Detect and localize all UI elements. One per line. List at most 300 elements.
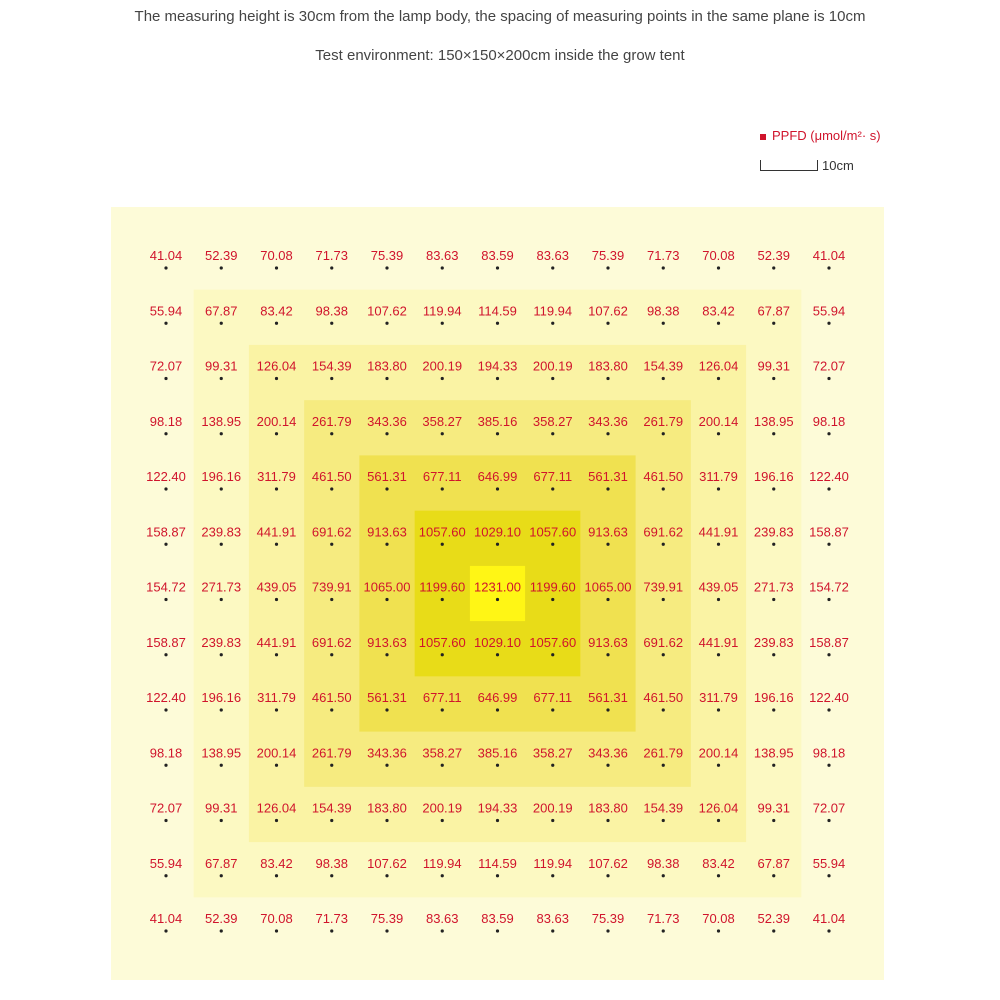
ppfd-value: 183.80 (367, 358, 407, 374)
measure-point (330, 819, 333, 822)
measure-point (275, 764, 278, 767)
ppfd-value: 83.63 (425, 911, 459, 926)
ppfd-value: 75.39 (591, 248, 625, 263)
ppfd-value: 196.16 (753, 469, 794, 484)
measure-point (441, 929, 444, 932)
ppfd-value: 739.91 (643, 579, 684, 595)
measure-point (220, 819, 223, 822)
measure-point (385, 266, 388, 269)
ppfd-value: 677.11 (533, 469, 573, 484)
measure-point (441, 874, 444, 877)
ppfd-value: 200.14 (698, 745, 739, 761)
measure-point (827, 432, 830, 435)
ppfd-value: 200.19 (422, 358, 463, 374)
measure-point (441, 543, 444, 546)
caption-test-environment: Test environment: 150×150×200cm inside the grow tent (315, 47, 685, 64)
ppfd-value: 1057.60 (418, 634, 466, 650)
ppfd-value: 561.31 (367, 690, 407, 705)
measure-point (496, 432, 499, 435)
ppfd-value: 122.40 (146, 690, 186, 705)
ppfd-value: 138.95 (201, 413, 242, 429)
measure-point (275, 874, 278, 877)
ppfd-value: 183.80 (588, 358, 628, 374)
ppfd-value: 913.63 (367, 524, 407, 540)
ppfd-value: 72.07 (149, 358, 183, 374)
ppfd-value: 41.04 (149, 248, 183, 263)
measure-point (275, 598, 278, 601)
ppfd-value: 343.36 (588, 745, 628, 761)
ppfd-value: 83.42 (702, 303, 735, 319)
measure-point (717, 432, 720, 435)
measure-point (717, 322, 720, 325)
measure-point (496, 377, 499, 380)
measure-point (220, 543, 223, 546)
measure-point (606, 543, 609, 546)
ppfd-value: 1065.00 (363, 579, 411, 595)
measure-point (662, 598, 665, 601)
ppfd-value: 70.08 (260, 911, 293, 926)
measure-point (275, 487, 278, 490)
measure-point (275, 266, 278, 269)
measure-point (606, 653, 609, 656)
measure-point (220, 266, 223, 269)
measure-point (220, 653, 223, 656)
ppfd-value: 646.99 (477, 469, 518, 484)
measure-point (772, 322, 775, 325)
ppfd-value: 98.18 (812, 745, 846, 761)
ppfd-value: 913.63 (588, 634, 628, 650)
ppfd-value: 52.39 (757, 248, 791, 263)
ppfd-value: 439.05 (256, 579, 297, 595)
measure-point (606, 377, 609, 380)
ppfd-value: 107.62 (588, 855, 628, 871)
measure-point (385, 819, 388, 822)
ppfd-value: 194.33 (477, 800, 518, 816)
ppfd-value: 55.94 (149, 855, 183, 871)
ppfd-value: 1199.60 (419, 579, 466, 595)
measure-point (330, 929, 333, 932)
ppfd-value: 343.36 (367, 745, 407, 761)
ppfd-value: 1065.00 (584, 579, 632, 595)
ppfd-value: 461.50 (311, 690, 352, 705)
measure-point (717, 929, 720, 932)
measure-point (551, 266, 554, 269)
ppfd-value: 154.72 (809, 579, 849, 595)
measure-point (662, 819, 665, 822)
ppfd-value: 239.83 (753, 634, 794, 650)
ppfd-value: 158.87 (809, 634, 849, 650)
measure-point (772, 432, 775, 435)
measure-point (827, 653, 830, 656)
measure-point (827, 487, 830, 490)
measure-point (772, 653, 775, 656)
ppfd-value: 358.27 (422, 745, 463, 761)
measure-point (275, 377, 278, 380)
measure-point (662, 874, 665, 877)
measure-point (164, 432, 167, 435)
measure-point (496, 543, 499, 546)
measure-point (330, 764, 333, 767)
measure-point (606, 874, 609, 877)
measure-point (441, 764, 444, 767)
measure-point (385, 487, 388, 490)
measure-point (330, 598, 333, 601)
ppfd-value: 67.87 (757, 855, 791, 871)
ppfd-value: 461.50 (643, 469, 684, 484)
measure-point (827, 708, 830, 711)
measure-point (385, 598, 388, 601)
measure-point (496, 322, 499, 325)
measure-point (772, 708, 775, 711)
measure-point (606, 929, 609, 932)
ppfd-value: 385.16 (477, 413, 518, 429)
measure-point (662, 708, 665, 711)
measure-point (220, 598, 223, 601)
measure-point (164, 543, 167, 546)
ppfd-value: 83.59 (481, 248, 514, 263)
measure-point (220, 377, 223, 380)
ppfd-value: 71.73 (315, 911, 349, 926)
ppfd-value: 196.16 (753, 690, 794, 705)
measure-point (220, 708, 223, 711)
caption-measuring-height: The measuring height is 30cm from the lamp body, the spacing of measuring points in the same plane is 10cm (134, 8, 866, 25)
measure-point (275, 322, 278, 325)
ppfd-value: 99.31 (204, 358, 238, 374)
measure-point (662, 487, 665, 490)
measure-point (827, 266, 830, 269)
measure-point (385, 377, 388, 380)
ppfd-value: 196.16 (201, 469, 242, 484)
measure-point (220, 874, 223, 877)
ppfd-value: 52.39 (757, 911, 791, 926)
measure-point (496, 874, 499, 877)
ppfd-value: 183.80 (367, 800, 407, 816)
ppfd-value: 83.42 (702, 855, 735, 871)
ppfd-value: 98.18 (149, 413, 183, 429)
ppfd-value: 441.91 (256, 524, 297, 540)
measure-point (385, 543, 388, 546)
ppfd-value: 55.94 (149, 303, 183, 319)
measure-point (772, 487, 775, 490)
measure-point (164, 653, 167, 656)
measure-point (441, 487, 444, 490)
ppfd-value: 154.39 (311, 800, 352, 816)
ppfd-value: 41.04 (149, 911, 183, 926)
ppfd-value: 200.14 (256, 745, 297, 761)
measure-point (441, 266, 444, 269)
measure-point (772, 874, 775, 877)
measure-point (606, 764, 609, 767)
ppfd-value: 1029.10 (474, 524, 521, 540)
measure-point (717, 598, 720, 601)
measure-point (827, 322, 830, 325)
ppfd-value: 67.87 (204, 855, 238, 871)
ppfd-value: 561.31 (588, 690, 628, 705)
ppfd-value: 138.95 (753, 745, 794, 761)
ppfd-value: 70.08 (260, 248, 293, 263)
ppfd-value: 52.39 (204, 248, 238, 263)
measure-point (441, 708, 444, 711)
measure-point (717, 708, 720, 711)
ppfd-value: 261.79 (643, 745, 684, 761)
measure-point (164, 598, 167, 601)
ppfd-value: 126.04 (698, 358, 739, 374)
ppfd-value: 126.04 (698, 800, 739, 816)
ppfd-value: 311.79 (699, 469, 738, 484)
measure-point (164, 764, 167, 767)
measure-point (606, 598, 609, 601)
measure-point (772, 819, 775, 822)
ppfd-value: 138.95 (201, 745, 242, 761)
measure-point (496, 929, 499, 932)
ppfd-value: 122.40 (146, 469, 186, 484)
ppfd-value: 239.83 (753, 524, 794, 540)
ppfd-value: 200.14 (256, 413, 297, 429)
ppfd-value: 311.79 (699, 690, 738, 705)
measure-point (330, 487, 333, 490)
measure-point (275, 653, 278, 656)
measure-point (164, 487, 167, 490)
measure-point (275, 929, 278, 932)
ppfd-value: 200.19 (532, 800, 573, 816)
measure-point (220, 764, 223, 767)
ppfd-value: 200.14 (698, 413, 739, 429)
measure-point (275, 543, 278, 546)
measure-point (606, 322, 609, 325)
ppfd-value: 561.31 (367, 469, 407, 484)
ppfd-value: 126.04 (256, 358, 297, 374)
measure-point (385, 322, 388, 325)
measure-point (496, 487, 499, 490)
ppfd-value: 158.87 (146, 524, 186, 540)
ppfd-value: 122.40 (809, 690, 849, 705)
measure-point (772, 929, 775, 932)
measure-point (164, 874, 167, 877)
ppfd-value: 158.87 (809, 524, 849, 540)
ppfd-value: 98.38 (315, 303, 349, 319)
measure-point (441, 322, 444, 325)
measure-point (662, 653, 665, 656)
ppfd-value: 343.36 (367, 413, 407, 429)
ppfd-value: 83.63 (536, 248, 570, 263)
ppfd-value: 119.94 (422, 855, 462, 871)
measure-point (662, 322, 665, 325)
measure-point (385, 653, 388, 656)
ppfd-value: 441.91 (256, 634, 297, 650)
ppfd-value: 461.50 (643, 690, 684, 705)
scale-label: 10cm (822, 158, 854, 173)
ppfd-value: 154.39 (311, 358, 352, 374)
measure-point (717, 543, 720, 546)
measure-point (551, 598, 554, 601)
measure-point (164, 819, 167, 822)
measure-point (827, 929, 830, 932)
ppfd-value: 72.07 (812, 358, 846, 374)
measure-point (164, 929, 167, 932)
ppfd-value: 107.62 (367, 303, 407, 319)
measure-point (164, 377, 167, 380)
measure-point (772, 543, 775, 546)
ppfd-value: 1057.60 (529, 634, 577, 650)
ppfd-value: 1199.60 (529, 579, 576, 595)
measure-point (496, 266, 499, 269)
ppfd-value: 271.73 (753, 579, 794, 595)
ppfd-value: 72.07 (149, 800, 183, 816)
ppfd-value: 55.94 (812, 303, 846, 319)
measure-point (551, 708, 554, 711)
ppfd-value: 385.16 (477, 745, 518, 761)
ppfd-value: 239.83 (201, 634, 242, 650)
ppfd-value: 98.38 (315, 855, 349, 871)
measure-point (496, 598, 499, 601)
ppfd-value: 114.59 (478, 303, 517, 319)
ppfd-value: 83.42 (260, 303, 293, 319)
ppfd-value: 154.39 (643, 800, 684, 816)
measure-point (772, 764, 775, 767)
ppfd-value: 98.38 (646, 303, 680, 319)
ppfd-value: 561.31 (588, 469, 628, 484)
ppfd-value: 441.91 (698, 524, 739, 540)
measure-point (551, 432, 554, 435)
ppfd-value: 461.50 (311, 469, 352, 484)
ppfd-value: 677.11 (422, 690, 462, 705)
ppfd-value: 83.63 (536, 911, 570, 926)
ppfd-value: 239.83 (201, 524, 242, 540)
ppfd-value: 75.39 (591, 911, 625, 926)
ppfd-value: 1029.10 (474, 634, 521, 650)
ppfd-value: 75.39 (370, 248, 404, 263)
measure-point (827, 377, 830, 380)
legend-label: PPFD (μmol/m²· s) (772, 128, 881, 143)
measure-point (827, 598, 830, 601)
measure-point (662, 432, 665, 435)
measure-point (772, 266, 775, 269)
measure-point (385, 708, 388, 711)
ppfd-value: 52.39 (204, 911, 238, 926)
measure-point (662, 266, 665, 269)
ppfd-value: 119.94 (533, 855, 573, 871)
ppfd-value: 122.40 (809, 469, 849, 484)
measure-point (606, 819, 609, 822)
measure-point (275, 432, 278, 435)
measure-point (330, 377, 333, 380)
measure-point (717, 764, 720, 767)
measure-point (220, 487, 223, 490)
ppfd-value: 71.73 (646, 248, 680, 263)
ppfd-value: 98.18 (149, 745, 183, 761)
ppfd-value: 439.05 (698, 579, 739, 595)
ppfd-value: 196.16 (201, 690, 242, 705)
ppfd-value: 358.27 (532, 413, 573, 429)
ppfd-value: 691.62 (311, 524, 352, 540)
ppfd-value: 138.95 (753, 413, 794, 429)
measure-point (717, 653, 720, 656)
measure-point (496, 819, 499, 822)
measure-point (606, 432, 609, 435)
ppfd-value: 158.87 (146, 634, 186, 650)
ppfd-value: 154.72 (146, 579, 186, 595)
ppfd-value: 1057.60 (529, 524, 577, 540)
measure-point (220, 432, 223, 435)
measure-point (772, 377, 775, 380)
ppfd-value: 183.80 (588, 800, 628, 816)
measure-point (717, 266, 720, 269)
ppfd-value: 99.31 (204, 800, 238, 816)
ppfd-value: 261.79 (643, 413, 684, 429)
ppfd-value: 311.79 (257, 690, 296, 705)
measure-point (827, 764, 830, 767)
measure-point (441, 819, 444, 822)
measure-point (606, 266, 609, 269)
ppfd-value: 67.87 (757, 303, 791, 319)
ppfd-value: 98.18 (812, 413, 846, 429)
ppfd-value: 261.79 (311, 413, 352, 429)
measure-point (496, 764, 499, 767)
measure-point (551, 543, 554, 546)
measure-point (827, 819, 830, 822)
measure-point (551, 487, 554, 490)
measure-point (551, 764, 554, 767)
measure-point (330, 874, 333, 877)
measure-point (551, 819, 554, 822)
ppfd-value: 358.27 (532, 745, 573, 761)
ppfd-value: 691.62 (643, 524, 684, 540)
ppfd-value: 358.27 (422, 413, 463, 429)
ppfd-value: 83.59 (481, 911, 514, 926)
measure-point (441, 598, 444, 601)
ppfd-value: 691.62 (643, 634, 684, 650)
ppfd-value: 1231.00 (474, 579, 521, 595)
measure-point (385, 764, 388, 767)
measure-point (330, 708, 333, 711)
measure-point (717, 819, 720, 822)
ppfd-value: 119.94 (533, 303, 573, 319)
measure-point (220, 322, 223, 325)
ppfd-value: 154.39 (643, 358, 684, 374)
ppfd-value: 261.79 (311, 745, 352, 761)
measure-point (275, 819, 278, 822)
ppfd-value: 83.42 (260, 855, 293, 871)
ppfd-value: 99.31 (757, 800, 791, 816)
ppfd-value: 83.63 (425, 248, 459, 263)
ppfd-value: 739.91 (311, 579, 352, 595)
measure-point (662, 377, 665, 380)
measure-point (551, 322, 554, 325)
ppfd-value: 1057.60 (418, 524, 466, 540)
ppfd-value: 71.73 (646, 911, 680, 926)
ppfd-value: 41.04 (812, 248, 846, 263)
ppfd-value: 913.63 (588, 524, 628, 540)
ppfd-value: 67.87 (204, 303, 238, 319)
measure-point (441, 432, 444, 435)
ppfd-value: 200.19 (532, 358, 573, 374)
ppfd-value: 646.99 (477, 690, 518, 705)
measure-point (441, 653, 444, 656)
measure-point (551, 653, 554, 656)
measure-point (385, 432, 388, 435)
ppfd-value: 441.91 (698, 634, 739, 650)
measure-point (496, 653, 499, 656)
ppfd-value: 311.79 (257, 469, 296, 484)
ppfd-value: 343.36 (588, 413, 628, 429)
ppfd-value: 55.94 (812, 855, 846, 871)
measure-point (330, 543, 333, 546)
measure-point (330, 653, 333, 656)
ppfd-value: 677.11 (422, 469, 462, 484)
ppfd-value: 99.31 (757, 358, 791, 374)
measure-point (662, 764, 665, 767)
ppfd-value: 107.62 (588, 303, 628, 319)
